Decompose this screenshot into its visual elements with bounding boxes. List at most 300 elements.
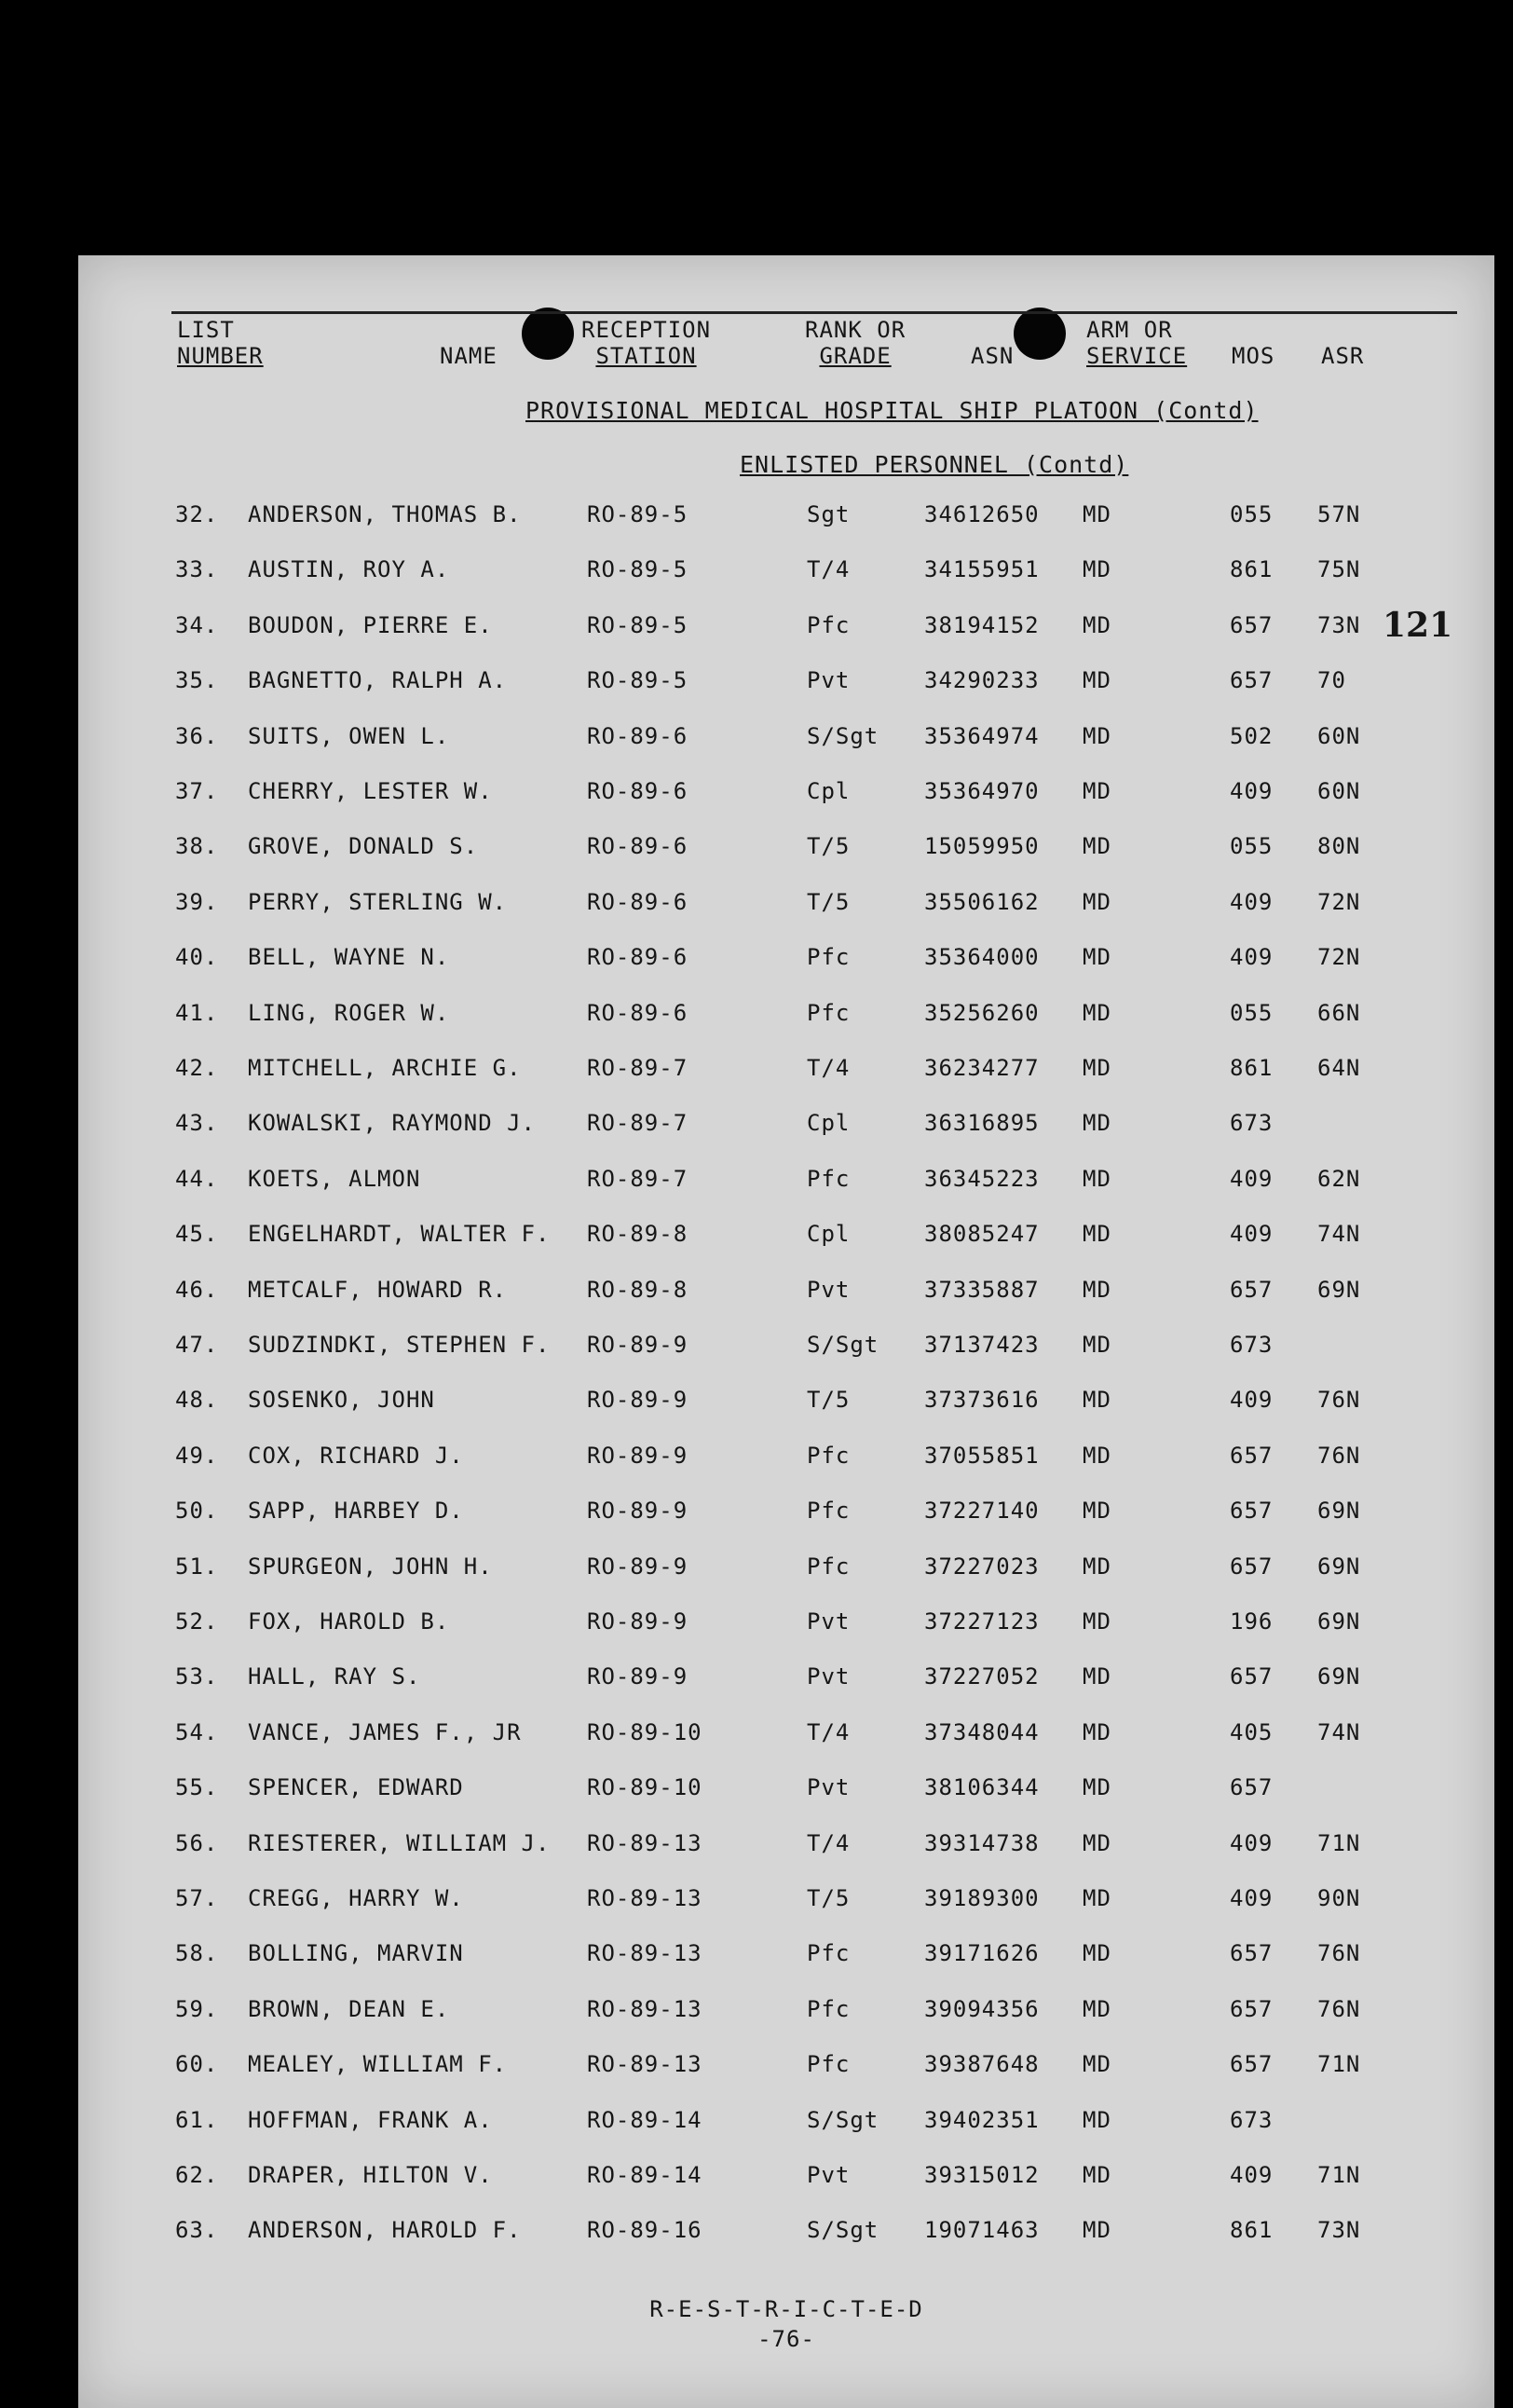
row-number: 46.	[175, 1276, 219, 1303]
row-asr: 60N	[1317, 722, 1361, 749]
row-rank: S/Sgt	[807, 1332, 879, 1358]
row-name: SUITS, OWEN L.	[248, 722, 450, 749]
row-arm: MD	[1083, 2051, 1111, 2078]
row-arm: MD	[1083, 1110, 1111, 1137]
row-asr: 74N	[1317, 1718, 1361, 1745]
row-name: AUSTIN, ROY A.	[248, 556, 450, 583]
row-mos: 673	[1230, 1332, 1274, 1358]
row-asn: 37227140	[924, 1498, 1040, 1525]
row-mos: 409	[1230, 1387, 1274, 1414]
row-number: 43.	[175, 1110, 219, 1137]
row-number: 47.	[175, 1332, 219, 1358]
row-arm: MD	[1083, 1995, 1111, 2022]
table-row	[78, 1326, 1494, 1363]
row-arm: MD	[1083, 888, 1111, 915]
document-page	[78, 255, 1494, 2408]
row-mos: 502	[1230, 722, 1274, 749]
row-asr: 69N	[1317, 1553, 1361, 1580]
row-name: DRAPER, HILTON V.	[248, 2162, 493, 2188]
row-number: 40.	[175, 944, 219, 971]
table-row	[78, 607, 1494, 644]
row-mos: 657	[1230, 1442, 1274, 1469]
row-rank: T/5	[807, 888, 851, 915]
row-name: BOUDON, PIERRE E.	[248, 611, 493, 638]
row-mos: 657	[1230, 1774, 1274, 1801]
row-name: KOETS, ALMON	[248, 1165, 421, 1192]
row-asn: 37227123	[924, 1608, 1040, 1635]
row-rank: T/5	[807, 1387, 851, 1414]
row-number: 60.	[175, 2051, 219, 2078]
row-asn: 15059950	[924, 833, 1040, 860]
header-asr: ASR	[1321, 343, 1365, 369]
row-number: 42.	[175, 1055, 219, 1081]
row-station: RO-89-9	[587, 1442, 688, 1469]
row-station: RO-89-13	[587, 1885, 702, 1911]
table-row	[78, 1437, 1494, 1474]
row-asr: 73N	[1317, 2217, 1361, 2244]
row-number: 50.	[175, 1498, 219, 1525]
row-arm: MD	[1083, 1608, 1111, 1635]
table-row	[78, 883, 1494, 921]
row-number: 61.	[175, 2106, 219, 2133]
row-number: 33.	[175, 556, 219, 583]
row-number: 38.	[175, 833, 219, 860]
row-number: 51.	[175, 1553, 219, 1580]
row-name: SOSENKO, JOHN	[248, 1387, 435, 1414]
row-arm: MD	[1083, 944, 1111, 971]
row-name: METCALF, HOWARD R.	[248, 1276, 508, 1303]
row-rank: Pvt	[807, 1608, 851, 1635]
row-mos: 861	[1230, 556, 1274, 583]
row-number: 34.	[175, 611, 219, 638]
row-asr: 71N	[1317, 2051, 1361, 2078]
header-reception-station: RECEPTION STATION	[581, 317, 712, 369]
row-rank: T/4	[807, 556, 851, 583]
row-rank: Cpl	[807, 778, 851, 804]
row-rank: Pfc	[807, 1442, 851, 1469]
row-arm: MD	[1083, 1165, 1111, 1192]
row-name: SUDZINDKI, STEPHEN F.	[248, 1332, 551, 1358]
row-asr: 74N	[1317, 1221, 1361, 1248]
row-station: RO-89-9	[587, 1332, 688, 1358]
row-arm: MD	[1083, 501, 1111, 527]
row-asr: 76N	[1317, 1442, 1361, 1469]
row-asn: 36234277	[924, 1055, 1040, 1081]
table-row	[78, 828, 1494, 865]
row-asn: 35506162	[924, 888, 1040, 915]
row-mos: 861	[1230, 1055, 1274, 1081]
row-name: FOX, HAROLD B.	[248, 1608, 450, 1635]
row-name: ANDERSON, HAROLD F.	[248, 2217, 522, 2244]
row-name: SPENCER, EDWARD	[248, 1774, 464, 1801]
row-station: RO-89-6	[587, 999, 688, 1026]
row-number: 45.	[175, 1221, 219, 1248]
row-mos: 409	[1230, 1221, 1274, 1248]
row-mos: 409	[1230, 1829, 1274, 1856]
row-number: 36.	[175, 722, 219, 749]
row-rank: S/Sgt	[807, 722, 879, 749]
row-mos: 409	[1230, 2162, 1274, 2188]
table-row	[78, 1381, 1494, 1418]
row-asr: 69N	[1317, 1608, 1361, 1635]
table-row	[78, 994, 1494, 1032]
row-rank: Cpl	[807, 1221, 851, 1248]
section-title: PROVISIONAL MEDICAL HOSPITAL SHIP PLATOON (Contd)	[525, 397, 1259, 424]
row-name: HOFFMAN, FRANK A.	[248, 2106, 493, 2133]
row-station: RO-89-6	[587, 722, 688, 749]
row-asn: 37348044	[924, 1718, 1040, 1745]
row-arm: MD	[1083, 1885, 1111, 1911]
row-station: RO-89-6	[587, 833, 688, 860]
table-row	[78, 1049, 1494, 1087]
row-rank: S/Sgt	[807, 2217, 879, 2244]
row-name: HALL, RAY S.	[248, 1663, 421, 1690]
row-asr: 73N	[1317, 611, 1361, 638]
row-asn: 34290233	[924, 667, 1040, 694]
row-asn: 39402351	[924, 2106, 1040, 2133]
table-row	[78, 2101, 1494, 2139]
row-asn: 39094356	[924, 1995, 1040, 2022]
header-arm-service: ARM OR SERVICE	[1086, 317, 1188, 369]
row-asr: 57N	[1317, 501, 1361, 527]
row-rank: Cpl	[807, 1110, 851, 1137]
table-row	[78, 1825, 1494, 1862]
table-row	[78, 2156, 1494, 2194]
row-asr: 71N	[1317, 2162, 1361, 2188]
row-station: RO-89-5	[587, 611, 688, 638]
row-asn: 39171626	[924, 1940, 1040, 1967]
handwritten-margin-number: 121	[1383, 606, 1453, 645]
row-station: RO-89-13	[587, 1940, 702, 1967]
row-name: CHERRY, LESTER W.	[248, 778, 493, 804]
row-arm: MD	[1083, 1387, 1111, 1414]
row-number: 54.	[175, 1718, 219, 1745]
row-station: RO-89-13	[587, 1995, 702, 2022]
row-number: 59.	[175, 1995, 219, 2022]
row-rank: Pfc	[807, 1165, 851, 1192]
row-name: SPURGEON, JOHN H.	[248, 1553, 493, 1580]
table-row	[78, 1880, 1494, 1917]
row-number: 32.	[175, 501, 219, 527]
row-rank: Pfc	[807, 611, 851, 638]
row-rank: T/4	[807, 1718, 851, 1745]
row-station: RO-89-10	[587, 1718, 702, 1745]
row-asn: 36316895	[924, 1110, 1040, 1137]
row-name: CREGG, HARRY W.	[248, 1885, 464, 1911]
row-asr: 62N	[1317, 1165, 1361, 1192]
row-asr: 69N	[1317, 1663, 1361, 1690]
row-number: 55.	[175, 1774, 219, 1801]
row-asn: 36345223	[924, 1165, 1040, 1192]
row-mos: 657	[1230, 1940, 1274, 1967]
table-row	[78, 1769, 1494, 1806]
row-station: RO-89-8	[587, 1221, 688, 1248]
table-row	[78, 551, 1494, 588]
row-name: PERRY, STERLING W.	[248, 888, 508, 915]
row-arm: MD	[1083, 1663, 1111, 1690]
row-station: RO-89-7	[587, 1110, 688, 1137]
table-row	[78, 2045, 1494, 2083]
row-rank: Pvt	[807, 2162, 851, 2188]
row-asn: 35256260	[924, 999, 1040, 1026]
header-rule	[171, 311, 1457, 314]
row-mos: 657	[1230, 1995, 1274, 2022]
row-name: MITCHELL, ARCHIE G.	[248, 1055, 522, 1081]
row-asn: 35364000	[924, 944, 1040, 971]
table-row	[78, 1548, 1494, 1585]
row-name: BOLLING, MARVIN	[248, 1940, 464, 1967]
table-row	[78, 718, 1494, 755]
row-asn: 38085247	[924, 1221, 1040, 1248]
row-asn: 38194152	[924, 611, 1040, 638]
row-rank: Pvt	[807, 1276, 851, 1303]
row-asn: 39189300	[924, 1885, 1040, 1911]
table-row	[78, 1714, 1494, 1751]
row-rank: Pfc	[807, 2051, 851, 2078]
row-name: MEALEY, WILLIAM F.	[248, 2051, 508, 2078]
table-row	[78, 1935, 1494, 1972]
header-list-number: LIST NUMBER	[177, 317, 264, 369]
row-number: 41.	[175, 999, 219, 1026]
row-asn: 37137423	[924, 1332, 1040, 1358]
row-arm: MD	[1083, 1442, 1111, 1469]
row-station: RO-89-14	[587, 2106, 702, 2133]
row-station: RO-89-9	[587, 1663, 688, 1690]
row-name: RIESTERER, WILLIAM J.	[248, 1829, 551, 1856]
table-row	[78, 1215, 1494, 1252]
row-arm: MD	[1083, 1553, 1111, 1580]
row-arm: MD	[1083, 1332, 1111, 1358]
row-station: RO-89-6	[587, 778, 688, 804]
row-rank: Pfc	[807, 1995, 851, 2022]
row-asr: 76N	[1317, 1995, 1361, 2022]
row-mos: 055	[1230, 833, 1274, 860]
row-rank: Pfc	[807, 1940, 851, 1967]
row-rank: T/5	[807, 833, 851, 860]
row-station: RO-89-10	[587, 1774, 702, 1801]
row-mos: 657	[1230, 2051, 1274, 2078]
row-asr: 70	[1317, 667, 1346, 694]
table-row	[78, 1603, 1494, 1640]
row-number: 49.	[175, 1442, 219, 1469]
row-number: 35.	[175, 667, 219, 694]
row-asn: 37227052	[924, 1663, 1040, 1690]
row-arm: MD	[1083, 1276, 1111, 1303]
row-number: 37.	[175, 778, 219, 804]
row-mos: 409	[1230, 888, 1274, 915]
row-mos: 673	[1230, 2106, 1274, 2133]
row-arm: MD	[1083, 1718, 1111, 1745]
row-asr: 72N	[1317, 944, 1361, 971]
row-asn: 34155951	[924, 556, 1040, 583]
row-number: 62.	[175, 2162, 219, 2188]
row-asn: 37055851	[924, 1442, 1040, 1469]
row-rank: Pfc	[807, 944, 851, 971]
row-station: RO-89-5	[587, 667, 688, 694]
header-asn: ASN	[971, 343, 1015, 369]
row-mos: 657	[1230, 1276, 1274, 1303]
table-row	[78, 938, 1494, 976]
row-number: 57.	[175, 1885, 219, 1911]
row-arm: MD	[1083, 833, 1111, 860]
table-row	[78, 1658, 1494, 1695]
table-row	[78, 2211, 1494, 2249]
row-station: RO-89-9	[587, 1498, 688, 1525]
row-arm: MD	[1083, 722, 1111, 749]
footer-classification: R-E-S-T-R-I-C-T-E-D	[649, 2296, 923, 2322]
row-arm: MD	[1083, 999, 1111, 1026]
row-mos: 055	[1230, 501, 1274, 527]
row-number: 39.	[175, 888, 219, 915]
header-rank: RANK OR GRADE	[805, 317, 906, 369]
row-station: RO-89-13	[587, 2051, 702, 2078]
table-row	[78, 1991, 1494, 2028]
row-number: 53.	[175, 1663, 219, 1690]
punch-hole	[522, 308, 574, 360]
row-rank: T/5	[807, 1885, 851, 1911]
row-name: BROWN, DEAN E.	[248, 1995, 450, 2022]
row-mos: 657	[1230, 611, 1274, 638]
row-name: COX, RICHARD J.	[248, 1442, 464, 1469]
footer-page-number: -76-	[757, 2326, 815, 2352]
row-asr: 66N	[1317, 999, 1361, 1026]
row-number: 44.	[175, 1165, 219, 1192]
punch-hole	[1014, 308, 1066, 360]
row-arm: MD	[1083, 1829, 1111, 1856]
table-row	[78, 1271, 1494, 1308]
row-station: RO-89-13	[587, 1829, 702, 1856]
row-station: RO-89-5	[587, 556, 688, 583]
table-row	[78, 1160, 1494, 1197]
table-row	[78, 662, 1494, 699]
row-mos: 657	[1230, 1498, 1274, 1525]
row-name: KOWALSKI, RAYMOND J.	[248, 1110, 536, 1137]
row-mos: 409	[1230, 778, 1274, 804]
row-mos: 673	[1230, 1110, 1274, 1137]
row-mos: 055	[1230, 999, 1274, 1026]
row-arm: MD	[1083, 778, 1111, 804]
row-mos: 409	[1230, 1885, 1274, 1911]
table-row	[78, 1492, 1494, 1529]
row-asr: 76N	[1317, 1387, 1361, 1414]
row-number: 48.	[175, 1387, 219, 1414]
section-subtitle: ENLISTED PERSONNEL (Contd)	[740, 451, 1129, 478]
row-arm: MD	[1083, 2106, 1111, 2133]
row-mos: 409	[1230, 1165, 1274, 1192]
row-station: RO-89-14	[587, 2162, 702, 2188]
row-asr: 69N	[1317, 1498, 1361, 1525]
row-arm: MD	[1083, 2162, 1111, 2188]
row-asr: 72N	[1317, 888, 1361, 915]
row-rank: Pfc	[807, 999, 851, 1026]
row-asn: 38106344	[924, 1774, 1040, 1801]
row-asn: 34612650	[924, 501, 1040, 527]
header-name: NAME	[440, 343, 498, 369]
row-arm: MD	[1083, 667, 1111, 694]
row-name: VANCE, JAMES F., JR	[248, 1718, 522, 1745]
row-number: 52.	[175, 1608, 219, 1635]
row-arm: MD	[1083, 1055, 1111, 1081]
row-asr: 90N	[1317, 1885, 1361, 1911]
row-arm: MD	[1083, 556, 1111, 583]
row-number: 56.	[175, 1829, 219, 1856]
table-row	[78, 496, 1494, 533]
row-asr: 80N	[1317, 833, 1361, 860]
row-asr: 75N	[1317, 556, 1361, 583]
row-asn: 37373616	[924, 1387, 1040, 1414]
row-station: RO-89-7	[587, 1165, 688, 1192]
row-name: ENGELHARDT, WALTER F.	[248, 1221, 551, 1248]
row-asn: 39314738	[924, 1829, 1040, 1856]
row-arm: MD	[1083, 611, 1111, 638]
row-number: 63.	[175, 2217, 219, 2244]
row-arm: MD	[1083, 2217, 1111, 2244]
row-asn: 39387648	[924, 2051, 1040, 2078]
row-name: GROVE, DONALD S.	[248, 833, 479, 860]
row-rank: S/Sgt	[807, 2106, 879, 2133]
row-station: RO-89-9	[587, 1608, 688, 1635]
row-arm: MD	[1083, 1774, 1111, 1801]
row-mos: 196	[1230, 1608, 1274, 1635]
row-arm: MD	[1083, 1498, 1111, 1525]
row-asn: 39315012	[924, 2162, 1040, 2188]
row-station: RO-89-9	[587, 1553, 688, 1580]
row-arm: MD	[1083, 1940, 1111, 1967]
row-name: LING, ROGER W.	[248, 999, 450, 1026]
row-rank: T/4	[807, 1829, 851, 1856]
row-asn: 37227023	[924, 1553, 1040, 1580]
row-rank: Pvt	[807, 1774, 851, 1801]
row-asr: 76N	[1317, 1940, 1361, 1967]
row-arm: MD	[1083, 1221, 1111, 1248]
row-name: ANDERSON, THOMAS B.	[248, 501, 522, 527]
row-asn: 19071463	[924, 2217, 1040, 2244]
row-rank: Pvt	[807, 1663, 851, 1690]
row-rank: Pfc	[807, 1553, 851, 1580]
row-station: RO-89-7	[587, 1055, 688, 1081]
row-asr: 71N	[1317, 1829, 1361, 1856]
header-mos: MOS	[1232, 343, 1275, 369]
row-name: SAPP, HARBEY D.	[248, 1498, 464, 1525]
table-row	[78, 773, 1494, 810]
table-row	[78, 1104, 1494, 1142]
row-station: RO-89-6	[587, 944, 688, 971]
row-station: RO-89-8	[587, 1276, 688, 1303]
row-mos: 409	[1230, 944, 1274, 971]
row-asr: 69N	[1317, 1276, 1361, 1303]
row-station: RO-89-9	[587, 1387, 688, 1414]
row-mos: 657	[1230, 1663, 1274, 1690]
row-asr: 64N	[1317, 1055, 1361, 1081]
row-mos: 657	[1230, 667, 1274, 694]
row-rank: T/4	[807, 1055, 851, 1081]
row-mos: 861	[1230, 2217, 1274, 2244]
row-station: RO-89-16	[587, 2217, 702, 2244]
row-name: BELL, WAYNE N.	[248, 944, 450, 971]
row-asn: 37335887	[924, 1276, 1040, 1303]
row-number: 58.	[175, 1940, 219, 1967]
row-rank: Pfc	[807, 1498, 851, 1525]
row-mos: 657	[1230, 1553, 1274, 1580]
row-rank: Sgt	[807, 501, 851, 527]
row-asn: 35364974	[924, 722, 1040, 749]
row-station: RO-89-5	[587, 501, 688, 527]
row-asn: 35364970	[924, 778, 1040, 804]
row-station: RO-89-6	[587, 888, 688, 915]
row-mos: 405	[1230, 1718, 1274, 1745]
row-asr: 60N	[1317, 778, 1361, 804]
row-name: BAGNETTO, RALPH A.	[248, 667, 508, 694]
